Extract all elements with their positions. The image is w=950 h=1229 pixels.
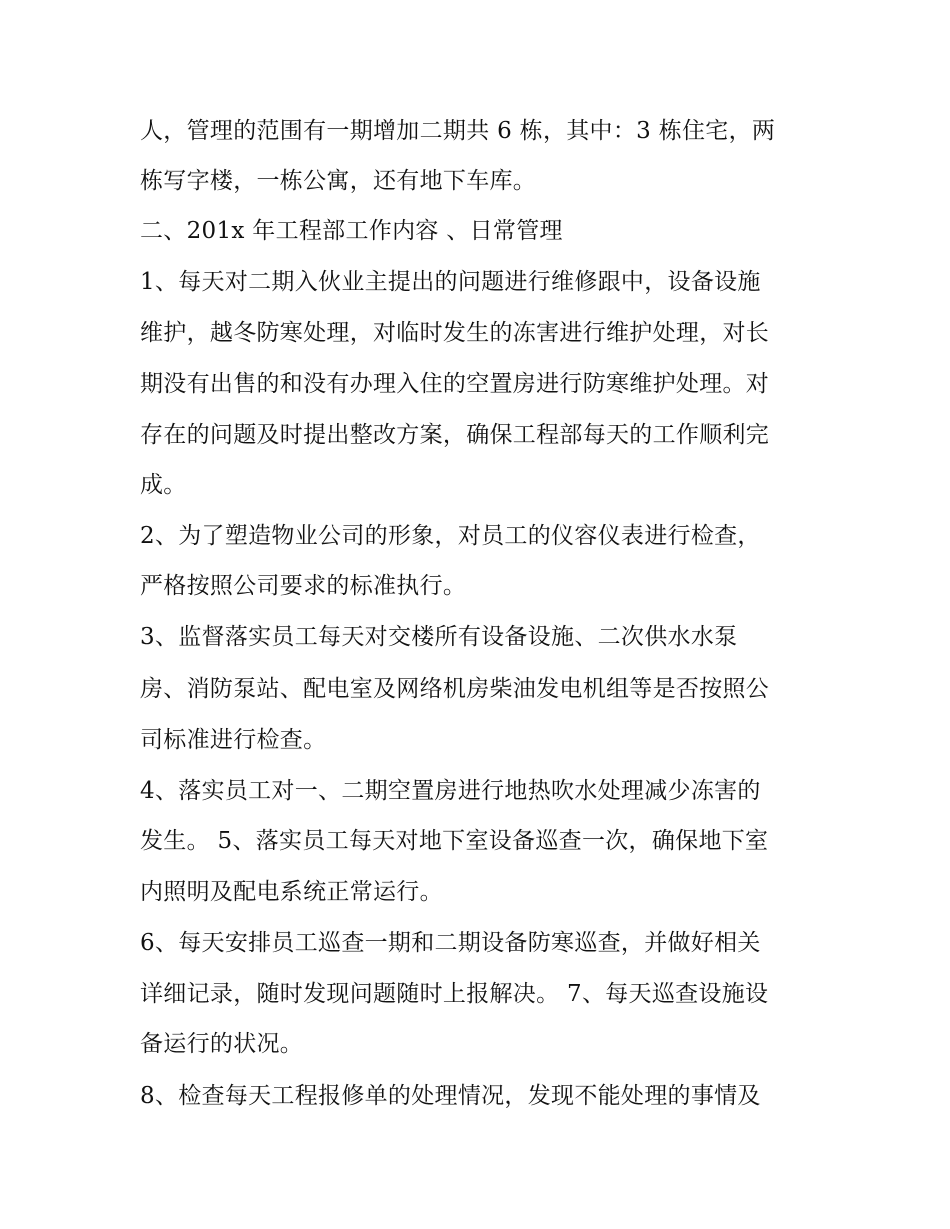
text-line: 房、消防泵站、配电室及网络机房柴油发电机组等是否按照公 — [140, 676, 770, 702]
text-line: 6、每天安排员工巡查一期和二期设备防寒巡查，并做好相关 — [140, 930, 761, 956]
text-line: 存在的问题及时提出整改方案，确保工程部每天的工作顺利完 — [140, 422, 770, 448]
text-line: 栋写字楼，一栋公寓，还有地下车库。 — [140, 168, 537, 194]
text-line: 4、落实员工对一、二期空置房进行地热吹水处理减少冻害的 — [140, 778, 761, 804]
text-line: 维护，越冬防寒处理，对临时发生的冻害进行维护处理，对长 — [140, 320, 770, 346]
text-line: 内照明及配电系统正常运行。 — [140, 879, 443, 905]
text-line: 期没有出售的和没有办理入住的空置房进行防寒维护处理。对 — [140, 371, 770, 397]
text-line: 8、检查每天工程报修单的处理情况，发现不能处理的事情及 — [140, 1083, 761, 1109]
text-line: 严格按照公司要求的标准执行。 — [140, 573, 467, 599]
text-line: 1、每天对二期入伙业主提出的问题进行维修跟中，设备设施 — [140, 269, 761, 295]
text-line: 3、监督落实员工每天对交楼所有设备设施、二次供水水泵 — [140, 624, 738, 650]
text-line: 发生。 5、落实员工每天对地下室设备巡查一次，确保地下室 — [140, 828, 769, 854]
text-line: 2、为了塑造物业公司的形象，对员工的仪容仪表进行检查， — [140, 523, 761, 549]
text-line: 司标准进行检查。 — [140, 727, 327, 753]
section-heading: 二、201x 年工程部工作内容 、日常管理 — [140, 218, 563, 244]
text-line: 备运行的状况。 — [140, 1031, 304, 1057]
text-line: 详细记录，随时发现问题随时上报解决。 7、每天巡查设施设 — [140, 981, 769, 1007]
text-line: 人，管理的范围有一期增加二期共 6 栋，其中：3 栋住宅，两 — [140, 118, 776, 144]
text-line: 成。 — [140, 472, 187, 498]
